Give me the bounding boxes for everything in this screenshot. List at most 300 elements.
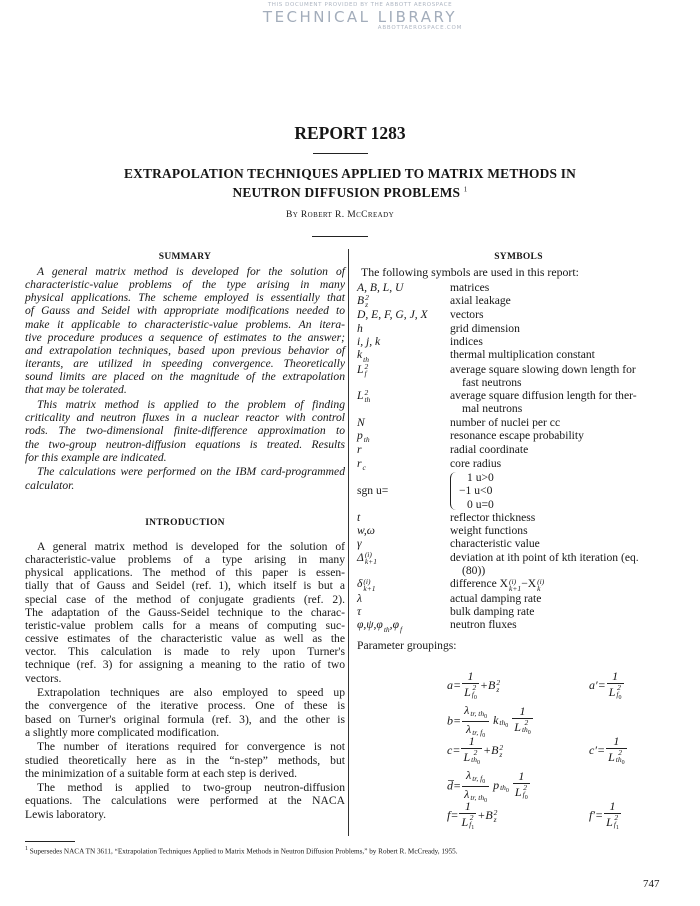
paragraph <box>25 398 345 464</box>
math-text: a′= <box>589 677 606 692</box>
symbol-row <box>357 308 680 321</box>
math-symbol <box>493 778 509 792</box>
math-text: radial coordinate <box>450 443 529 457</box>
text-line: studied theoretically here as in the “n-step” methods, but <box>25 753 345 767</box>
symbol <box>357 551 450 578</box>
subscript <box>614 821 619 832</box>
symbol <box>357 592 450 605</box>
symbol-base: X <box>527 577 537 591</box>
symbol-base: L <box>608 749 615 764</box>
fraction-denominator <box>459 814 476 832</box>
equation-row <box>357 670 680 703</box>
byline-rule <box>312 236 368 237</box>
fraction-numerator <box>462 703 489 722</box>
sub-subscript: 0 <box>482 732 486 739</box>
superscript: 2 <box>499 743 504 752</box>
equation-row <box>357 768 680 804</box>
superscript: 2 <box>364 361 369 371</box>
script-stack <box>616 749 625 767</box>
page-number: 747 <box>643 878 660 890</box>
math-text: sgn u= <box>357 484 389 498</box>
subscript-text: f <box>469 820 472 829</box>
math-symbol <box>357 429 370 445</box>
superscript: (i) <box>537 576 545 586</box>
description-line <box>450 429 680 442</box>
sub-subscript: 0 <box>621 760 625 766</box>
math-text: neutron fluxes <box>450 618 517 632</box>
script-stack <box>537 578 544 592</box>
text-line: tially that of Gauss and Seidel (ref. 1), which itself is but a <box>25 579 345 593</box>
superscript: 2 <box>365 293 369 303</box>
subscript-text: f <box>364 368 367 378</box>
symbol <box>357 348 450 362</box>
subscript-text: th <box>364 395 371 405</box>
description-line <box>450 524 680 537</box>
description-line <box>450 618 680 631</box>
symbol-row <box>357 511 680 524</box>
text-line: The calculations were performed on the IBM card-programmed <box>37 465 345 479</box>
subscript-text: f <box>616 690 619 699</box>
math-text: characteristic value <box>450 537 540 551</box>
text-line: of Gauss and Seidel with appropriate modifications needed to <box>25 304 345 318</box>
symbol-base: λ <box>465 722 472 737</box>
equation-left <box>447 768 531 805</box>
fraction-numerator <box>607 670 624 684</box>
symbol <box>357 524 450 537</box>
superscript: 2 <box>524 718 529 727</box>
script-stack <box>469 814 474 832</box>
text-line: the minimization of a suitable form at each step is derived. <box>25 766 298 780</box>
symbol-description <box>450 443 680 456</box>
subscript <box>364 370 368 377</box>
script-stack <box>472 768 485 786</box>
text-line: physical applications. The scheme employed is essentially that <box>25 291 345 305</box>
superscript: 2 <box>618 748 623 757</box>
symbol <box>357 471 450 511</box>
symbol-row <box>357 471 680 511</box>
paragraph <box>25 265 345 397</box>
symbol-base: Δ <box>357 550 364 564</box>
equation-left <box>447 670 500 702</box>
text-line: sound limits are placed on the magnitude of the extrapolation <box>25 370 345 384</box>
subscript-text: k+1 <box>364 557 377 567</box>
symbol-row <box>357 322 680 335</box>
symbol-row <box>357 335 680 348</box>
subscript <box>500 784 509 795</box>
symbol-row <box>357 389 680 416</box>
subscript-text: th <box>499 718 506 727</box>
subscript-text: z <box>499 750 503 759</box>
symbol <box>357 389 450 416</box>
script-stack <box>471 749 480 767</box>
script-stack <box>470 703 487 721</box>
sub-subscript: 0 <box>473 695 477 701</box>
brace-icon <box>450 472 457 510</box>
symbol-base: B <box>357 293 365 307</box>
symbol-base: X <box>499 577 509 591</box>
symbol <box>357 335 450 348</box>
math-text: A, B, L, U <box>357 280 404 294</box>
symbol-row <box>357 416 680 429</box>
subscript <box>363 585 375 592</box>
text-line: for this example are indicated. <box>25 450 167 464</box>
symbol-description <box>450 577 680 591</box>
math-text: vectors <box>450 308 484 322</box>
symbol-base: B <box>491 742 499 757</box>
summary-section <box>25 252 345 493</box>
symbol-base: L <box>461 814 469 829</box>
script-stack <box>499 712 508 730</box>
symbol <box>357 294 450 308</box>
math-symbol <box>357 293 369 310</box>
math-symbol <box>461 815 474 829</box>
math-text: axial leakage <box>450 293 511 307</box>
parameter-groupings-label: Parameter groupings: <box>357 638 457 652</box>
math-text: 1 <box>468 734 475 748</box>
math-text: matrices <box>450 280 490 294</box>
symbol-base: p <box>493 777 500 792</box>
math-text: r <box>357 443 362 457</box>
subscript <box>470 710 487 721</box>
description-line <box>450 281 680 294</box>
case-line: 0 u=0 <box>467 497 494 511</box>
math-text: w,ω <box>357 524 375 538</box>
introduction-section <box>25 518 345 822</box>
watermark-line-3: ABBOTTAEROSPACE.COM <box>377 25 463 31</box>
superscript: (i) <box>364 550 372 560</box>
subscript-text: tr, f <box>472 773 483 783</box>
symbol-base: B <box>488 677 496 692</box>
symbols-section <box>357 252 680 653</box>
symbol <box>357 457 450 471</box>
subscript-text: th <box>383 624 390 634</box>
script-stack <box>363 349 369 363</box>
math-text: 1 <box>467 669 474 683</box>
subscript <box>509 585 521 592</box>
subscript <box>365 558 377 565</box>
subscript-text: tr, f <box>472 727 483 737</box>
sub-subscript: 0 <box>482 778 486 785</box>
superscript: 2 <box>473 748 478 757</box>
description-line <box>450 416 680 429</box>
superscript: 2 <box>614 813 619 822</box>
math-text: indices <box>450 334 483 348</box>
subscript <box>469 821 474 832</box>
symbol-row <box>357 577 680 591</box>
symbol-row <box>357 281 680 294</box>
summary-body <box>25 265 345 492</box>
subscript <box>364 396 370 403</box>
symbol-description <box>450 605 680 618</box>
math-text: γ <box>357 537 362 551</box>
math-text: b= <box>447 712 462 727</box>
summary-heading: SUMMARY <box>158 252 212 262</box>
footnote-text: Supersedes NACA TN 3611, “Extrapolation Techniques Applied to Matrix Methods in Neutron Diffusion Problems,” by Robert R. McCready, 1955. <box>29 847 458 856</box>
symbol-description <box>450 335 680 348</box>
description-line <box>450 294 680 307</box>
math-text: average square diffusion length for ther- <box>450 389 637 403</box>
description-line <box>450 537 680 550</box>
description-line <box>450 577 680 591</box>
superscript: 2 <box>364 388 369 398</box>
symbol <box>357 605 450 618</box>
math-symbol <box>488 678 500 692</box>
symbol-description <box>450 618 680 632</box>
symbol-row <box>357 551 680 578</box>
math-symbol <box>383 618 390 634</box>
script-stack <box>614 814 619 832</box>
text-line: based on Turner's original formula (ref. 3), and the other is <box>25 712 345 726</box>
subscript <box>471 756 480 767</box>
subscript <box>494 816 498 823</box>
subscript <box>472 775 485 786</box>
symbols-intro: The following symbols are used in this report: <box>361 265 579 279</box>
math-text: N <box>357 415 365 429</box>
text-line: that may be tolerated. <box>25 383 127 397</box>
math-text: c′= <box>589 742 606 757</box>
superscript: 2 <box>469 813 474 822</box>
fraction <box>606 735 627 767</box>
fraction <box>607 670 624 702</box>
subscript-text: th <box>363 354 369 364</box>
description-line <box>450 308 680 321</box>
math-text: + <box>477 807 486 822</box>
script-stack <box>400 619 402 633</box>
script-stack <box>509 578 521 592</box>
subscript-text: th <box>615 755 622 764</box>
math-text: average square slowing down length for <box>450 362 636 376</box>
math-symbol <box>464 685 477 699</box>
math-text: weight functions <box>450 524 528 538</box>
description-line <box>450 605 680 618</box>
text-line: vectors. <box>25 671 62 685</box>
script-stack <box>472 684 477 702</box>
fraction <box>512 705 533 737</box>
script-stack <box>365 294 369 308</box>
text-line: cessive estimates of the characteristic value as well as the <box>25 632 345 646</box>
text-line: The adaptation of the Gauss-Seidel technique to the charac- <box>25 605 345 619</box>
symbol-base: k <box>357 348 363 362</box>
fraction-numerator <box>462 670 479 684</box>
fraction <box>513 770 530 802</box>
description-line <box>450 348 680 361</box>
superscript: 2 <box>496 678 501 687</box>
text-line: make it applicable to characteristic-value problems. An itera- <box>25 317 345 331</box>
script-stack <box>364 429 370 443</box>
subscript <box>499 751 503 758</box>
math-text: φ,ψ,φ <box>357 618 383 632</box>
math-text: τ <box>357 605 362 619</box>
math-text: grid dimension <box>450 321 520 335</box>
math-text: 1 <box>518 769 525 783</box>
math-text: D, E, F, G, J, X <box>357 308 428 322</box>
math-symbol <box>493 713 508 727</box>
fraction-numerator <box>461 735 482 749</box>
symbol <box>357 443 450 456</box>
math-symbol <box>515 785 528 799</box>
script-stack <box>499 744 503 758</box>
description-line <box>450 335 680 348</box>
equation-right <box>589 800 622 832</box>
math-text: f′= <box>589 807 604 822</box>
subscript-text: th <box>363 435 370 445</box>
description-continuation: fast neutrons <box>462 375 522 389</box>
equation-left <box>447 703 534 740</box>
paragraph <box>25 686 345 739</box>
symbol-row <box>357 363 680 390</box>
column-divider <box>348 249 349 836</box>
sign-cases <box>450 471 680 511</box>
script-stack <box>364 389 370 403</box>
subscript-text: tr, th <box>470 708 485 718</box>
script-stack <box>500 777 509 795</box>
script-stack <box>496 679 500 693</box>
byline: By Robert R. McCready <box>285 210 395 220</box>
subscript-text: f <box>522 790 525 799</box>
equation-right <box>589 735 628 767</box>
fraction-denominator <box>462 684 479 702</box>
report-number: REPORT 1283 <box>294 123 406 143</box>
math-symbol <box>609 685 622 699</box>
text-line: the two-group neutron-diffusion equations is treated. Results <box>25 437 345 451</box>
math-text: difference <box>450 577 500 591</box>
symbol-row <box>357 618 680 632</box>
subscript-text: tr, th <box>470 792 485 802</box>
fraction <box>461 735 482 767</box>
fraction-numerator <box>512 705 533 719</box>
math-symbol <box>514 720 531 734</box>
description-line <box>450 511 680 524</box>
math-text: 1 <box>464 799 471 813</box>
subscript <box>616 756 625 767</box>
subscript-text: f <box>399 624 403 634</box>
symbol-description <box>450 551 680 578</box>
description-line <box>450 443 680 456</box>
watermark-line-2: TECHNICAL LIBRARY <box>262 8 458 26</box>
symbol-base: L <box>357 362 364 376</box>
symbol-base: B <box>485 807 493 822</box>
symbol-row <box>357 592 680 605</box>
title-line-2-text: NEUTRON DIFFUSION PROBLEMS <box>232 185 461 200</box>
math-symbol <box>491 743 503 757</box>
text-line: a slightly more complicated modification. <box>25 725 220 739</box>
sub-subscript: 0 <box>524 795 528 801</box>
symbol-base: k <box>493 712 499 727</box>
text-line: A general matrix method is developed for the solution of <box>37 265 345 278</box>
fraction-numerator <box>513 770 530 784</box>
math-text: c= <box>447 742 461 757</box>
footnote-number: 1 <box>25 846 28 852</box>
sub-subscript: 0 <box>505 788 509 794</box>
text-line: special case of the method of conjugate gradients (ref. 2). <box>25 592 345 606</box>
sub-subscript: 0 <box>618 695 622 701</box>
math-symbol <box>399 618 403 634</box>
fraction <box>459 800 476 832</box>
sub-subscript: 0 <box>527 730 531 736</box>
math-symbol <box>357 363 368 376</box>
script-stack <box>363 578 375 592</box>
symbol-description <box>450 511 680 524</box>
subscript <box>537 585 544 592</box>
symbol-description <box>450 537 680 550</box>
symbol-description <box>450 294 680 308</box>
symbol-base: L <box>463 749 471 764</box>
subscript-text: th <box>521 725 528 734</box>
symbol-base: λ <box>465 768 472 783</box>
symbol-row <box>357 443 680 456</box>
script-stack <box>365 551 377 565</box>
title-line-2 <box>0 185 700 201</box>
math-text: core radius <box>450 456 502 470</box>
math-text: − <box>521 577 528 591</box>
symbol-description <box>450 416 680 429</box>
fraction <box>462 670 479 702</box>
symbol-description <box>450 457 680 471</box>
math-text: thermal multiplication constant <box>450 348 595 362</box>
paragraph <box>25 465 345 491</box>
fraction <box>604 800 621 832</box>
subscript-text: th <box>500 783 506 792</box>
superscript: 2 <box>523 783 528 792</box>
text-line: This matrix method is applied to the problem of finding <box>37 398 345 412</box>
symbol <box>357 618 450 632</box>
subscript-text: f <box>613 820 616 829</box>
script-stack <box>494 809 498 823</box>
math-text: 1 <box>519 704 526 718</box>
symbol-base: p <box>357 429 363 443</box>
subscript-text: z <box>493 815 497 824</box>
fraction-denominator <box>607 684 624 702</box>
subscript-text: z <box>496 685 500 694</box>
equation-right <box>589 670 625 702</box>
text-line: Lewis laboratory. <box>25 807 107 821</box>
text-line: characteristic-value problems of the type arising in many <box>25 278 345 292</box>
math-symbol <box>357 457 366 470</box>
symbol-description <box>450 429 680 443</box>
math-symbol <box>499 576 522 593</box>
subscript <box>363 464 366 471</box>
introduction-heading: INTRODUCTION <box>145 518 225 528</box>
text-line: tive procedure produces a sequence of estimates to the answer; <box>25 330 345 344</box>
math-text: t <box>357 510 361 524</box>
footnote-marker[interactable]: 1 <box>463 185 468 194</box>
subscript-text: k+1 <box>509 583 522 593</box>
text-line: equations. The calculations were performed at the NACA <box>25 794 345 808</box>
paragraph <box>25 781 345 820</box>
case-line: 1 u>0 <box>467 471 494 484</box>
paragraph <box>25 740 345 779</box>
text-line: and extrapolation techniques, based upon previous behavior of <box>25 343 345 357</box>
text-line: criticality and neutron fluxes in a nuclear reactor with control <box>25 411 345 425</box>
script-stack <box>364 363 368 377</box>
math-symbol <box>463 750 480 764</box>
math-text: + <box>482 742 492 757</box>
symbol-description <box>450 524 680 537</box>
superscript: 2 <box>617 683 621 692</box>
fraction-numerator <box>604 800 621 814</box>
symbol-description <box>450 389 680 416</box>
math-symbol <box>357 348 369 364</box>
symbol-base: L <box>606 814 613 829</box>
math-text: reflector thickness <box>450 510 536 524</box>
math-text: bulk damping rate <box>450 605 535 619</box>
case-line: −1 u<0 <box>459 484 493 498</box>
text-line: The method is applied to two-group neutron-diffusion <box>37 781 345 795</box>
math-text: 1 <box>612 669 619 683</box>
text-line: teristic-value problem calls for a means of computing suc- <box>25 618 345 632</box>
symbol-description <box>450 363 680 390</box>
text-line: A general matrix method is developed for the solution of <box>37 540 345 553</box>
